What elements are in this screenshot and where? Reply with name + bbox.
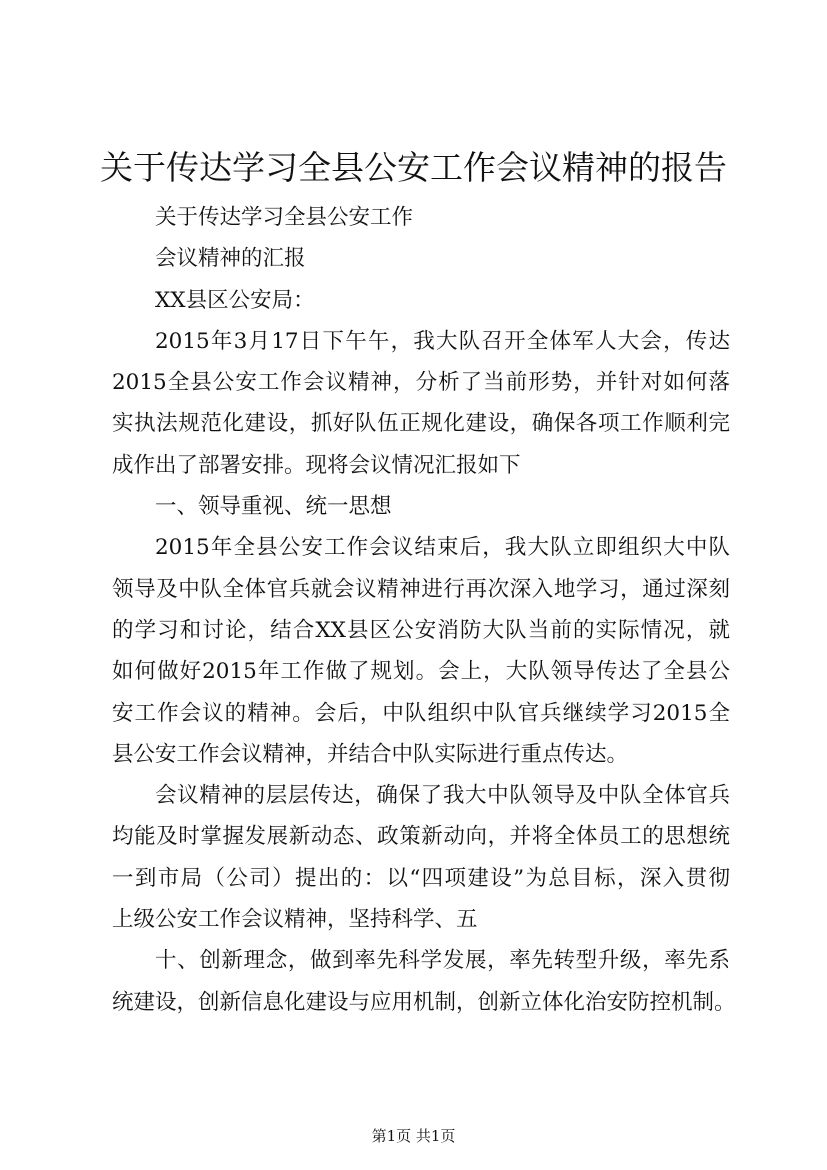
- paragraph-line: 实执法规范化建设，抓好队伍正规化建设，确保各项工作顺利完: [112, 411, 730, 437]
- paragraph-line: 会议精神的层层传达，确保了我大中队领导及中队全体官兵: [155, 783, 730, 809]
- subtitle-line-1: 关于传达学习全县公安工作: [155, 205, 414, 230]
- paragraph-line: 的学习和讨论，结合XX县区公安消防大队当前的实际情况，就: [112, 617, 730, 643]
- page-number-footer: 第1页 共1页: [371, 1127, 456, 1145]
- paragraph-line: 均能及时掌握发展新动态、政策新动向，并将全体员工的思想统: [112, 824, 730, 850]
- document-title: 关于传达学习全县公安工作会议精神的报告: [100, 148, 727, 187]
- paragraph-line: 上级公安工作会议精神，坚持科学、五: [112, 907, 478, 933]
- paragraph-line: 2015年3月17日下午午，我大队召开全体军人大会，传达: [155, 328, 730, 354]
- document-body: [112, 197, 736, 1023]
- paragraph-line: 安工作会议的精神。会后，中队组织中队官兵继续学习2015全: [112, 700, 730, 726]
- subtitle-line-2: 会议精神的汇报: [155, 246, 306, 272]
- paragraph-line: 成作出了部署安排。现将会议情况汇报如下: [112, 452, 521, 478]
- paragraph-line: 一到市局（公司）提出的：以“四项建设”为总目标，深入贯彻: [112, 865, 730, 891]
- paragraph-line: 十、创新理念，做到率先科学发展，率先转型升级，率先系: [155, 948, 730, 974]
- paragraph-line: 如何做好2015年工作做了规划。会上，大队领导传达了全县公: [112, 659, 730, 685]
- salutation: XX县区公安局：: [155, 287, 315, 313]
- paragraph-line: 2015全县公安工作会议精神，分析了当前形势，并针对如何落: [112, 370, 730, 396]
- paragraph-line: 县公安工作会议精神，并结合中队实际进行重点传达。: [112, 741, 629, 767]
- paragraph-line: 统建设，创新信息化建设与应用机制，创新立体化治安防控机制。: [112, 989, 736, 1015]
- paragraph-line: 领导及中队全体官兵就会议精神进行再次深入地学习，通过深刻: [112, 576, 730, 602]
- paragraph-line: 2015年全县公安工作会议结束后，我大队立即组织大中队: [155, 535, 730, 561]
- section-heading: 一、领导重视、统一思想: [155, 494, 392, 520]
